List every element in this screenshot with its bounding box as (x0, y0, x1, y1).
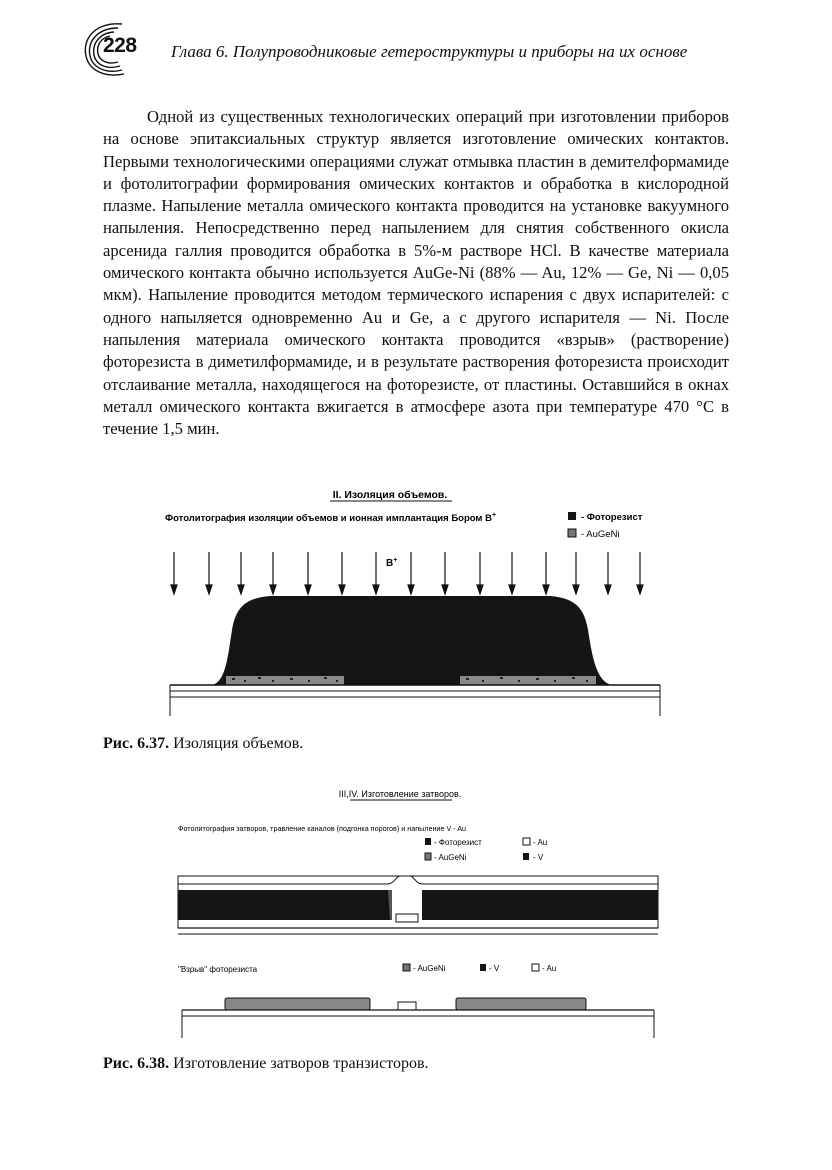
figure2-caption: Рис. 6.38. Изготовление затворов транзисторов. (103, 1055, 429, 1072)
figure1-subtitle: Фотолитография изоляции объемов и ионная имплантация Бором B+ (165, 512, 497, 524)
legend3-au: - Au (542, 964, 557, 973)
figure-6-38 (170, 780, 670, 1050)
page-header (76, 18, 756, 88)
figure-6-37 (140, 480, 680, 720)
photoresist-mesa (212, 596, 612, 685)
legend-augeni: - AuGeNi (581, 529, 620, 540)
substrate-layers (170, 685, 660, 716)
contact-right (460, 676, 596, 685)
figure1-caption: Рис. 6.37. Изоляция объемов. (103, 735, 304, 752)
liftoff-cross-section (182, 998, 654, 1038)
gate-cross-section (178, 876, 658, 934)
body-paragraph: Одной из существенных технологических операций при изготовлении приборов на основе эпитаксиальных структур является изготовление омических контактов. Первыми технологическими операциями служат отмывка пластин в демителформамиде и фотолитографии формирования омических контактов и обработка в кислородной плазме. Напыление металла омического контакта проводится на установке вакуумного напыления. Непосредственно перед напылением для снятия собственного окисла арсенида галлия проводится обработка в 5%-м растворе HCl. В качестве материала омического контакта обычно используется AuGe-Ni (88% — Au, 12% — Ge, Ni — 0,05 мкм). Напыление проводится методом термического испарения с двух испарителей: с одного напыляется одновременно Au и Ge, а с другого испарителя — Ni. После напыления материала омического контакта проводится «взрыв» (растворение) фоторезиста в диметилформамиде, и в результате растворения фоторезиста происходит отслаивание металла, находящегося на фоторезисте, от пластины. Оставшийся в окнах металл омического контакта вжигается в атмосфере азота при температуре 470 °С в течение 1,5 мин. (103, 107, 729, 439)
figure2-subtitle: Фотолитография затворов, травление каналов (подгонка порогов) и напыление V - Au (178, 824, 467, 833)
legend2-photoresist: - Фоторезист (434, 838, 482, 847)
legend2-au: - Au (533, 838, 548, 847)
legend2-v: - V (533, 853, 544, 862)
page-number: 228 (103, 34, 137, 57)
legend3-v: - V (489, 964, 500, 973)
legend2-augeni: - AuGeNi (434, 853, 467, 862)
ion-implant-arrows (171, 552, 643, 594)
legend3-augeni: - AuGeNi (413, 964, 446, 973)
legend-photoresist: - Фоторезист (581, 512, 643, 523)
ion-label: B+ (386, 557, 398, 569)
figure1-title: II. Изоляция объемов. (332, 489, 448, 501)
figure2-title: III,IV. Изготовление затворов. (338, 789, 462, 799)
liftoff-label: "Взрыв" фоторезиста (178, 965, 258, 974)
running-title: Глава 6. Полупроводниковые гетероструктуры и приборы на их основе (171, 42, 688, 61)
